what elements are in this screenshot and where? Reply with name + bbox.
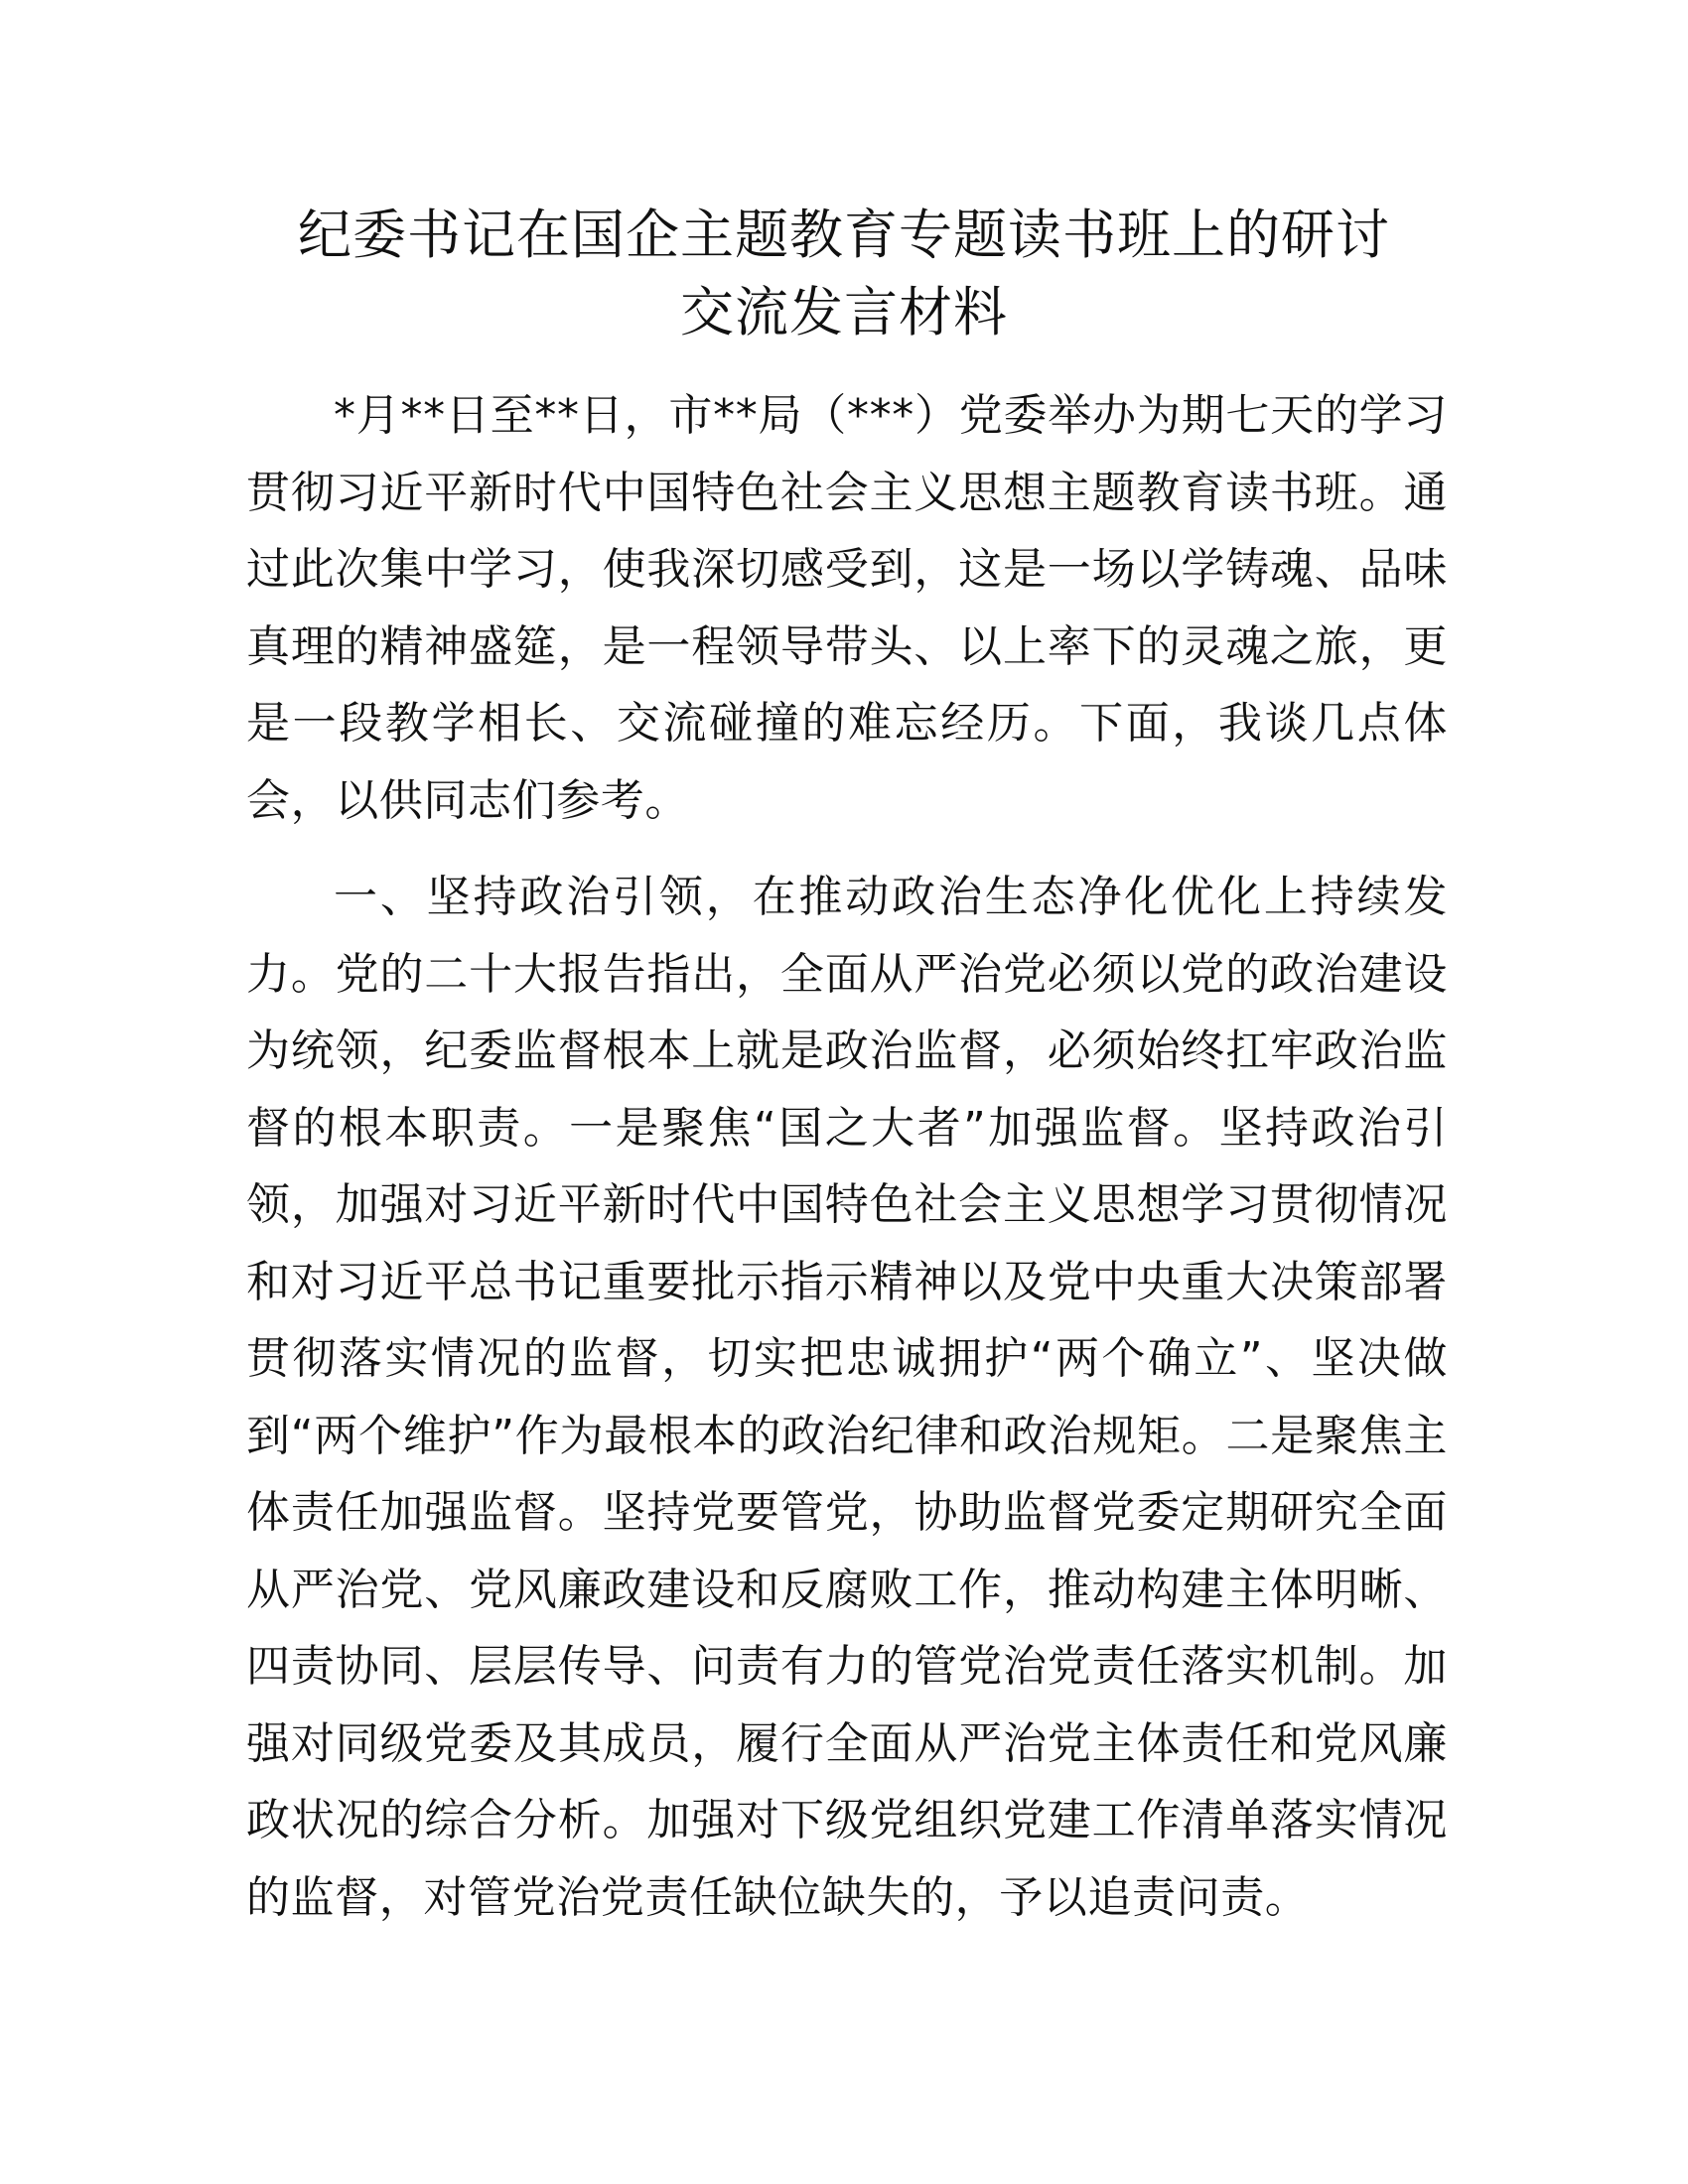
document-body <box>246 377 1448 1956</box>
title-line-1: 纪委书记在国企主题教育专题读书班上的研讨 <box>298 204 1390 266</box>
title-line-2: 交流发言材料 <box>680 281 1008 343</box>
paragraph-section-1: 一、坚持政治引领，在推动政治生态净化优化上持续发力。党的二十大报告指出，全面从严治党必须以党的政治建设为统领，纪委监督根本上就是政治监督，必须始终扛牢政治监督的根本职责。一是聚焦“国之大者”加强监督。坚持政治引领，加强对习近平新时代中国特色社会主义思想学习贯彻情况和对习近平总书记重要批示指示精神以及党中央重大决策部署贯彻落实情况的监督，切实把忠诚拥护“两个确立”、坚决做到“两个维护”作为最根本的政治纪律和政治规矩。二是聚焦主体责任加强监督。坚持党要管党，协助监督党委定期研究全面从严治党、党风廉政建设和反腐败工作，推动构建主体明晰、四责协同、层层传导、问责有力的管党治党责任落实机制。加强对同级党委及其成员，履行全面从严治党主体责任和党风廉政状况的综合分析。加强对下级党组织党建工作清单落实情况的监督，对管党治党责任缺位缺失的，予以追责问责。 <box>246 872 1448 1923</box>
paragraph-intro: *月**日至**日，市**局（***）党委举办为期七天的学习贯彻习近平新时代中国特色社会主义思想主题教育读书班。通过此次集中学习，使我深切感受到，这是一场以学铸魂、品味真理的精神盛筵，是一程领导带头、以上率下的灵魂之旅，更是一段教学相长、交流碰撞的难忘经历。下面，我谈几点体会，以供同志们参考。 <box>246 390 1448 826</box>
document-title <box>238 197 1450 351</box>
